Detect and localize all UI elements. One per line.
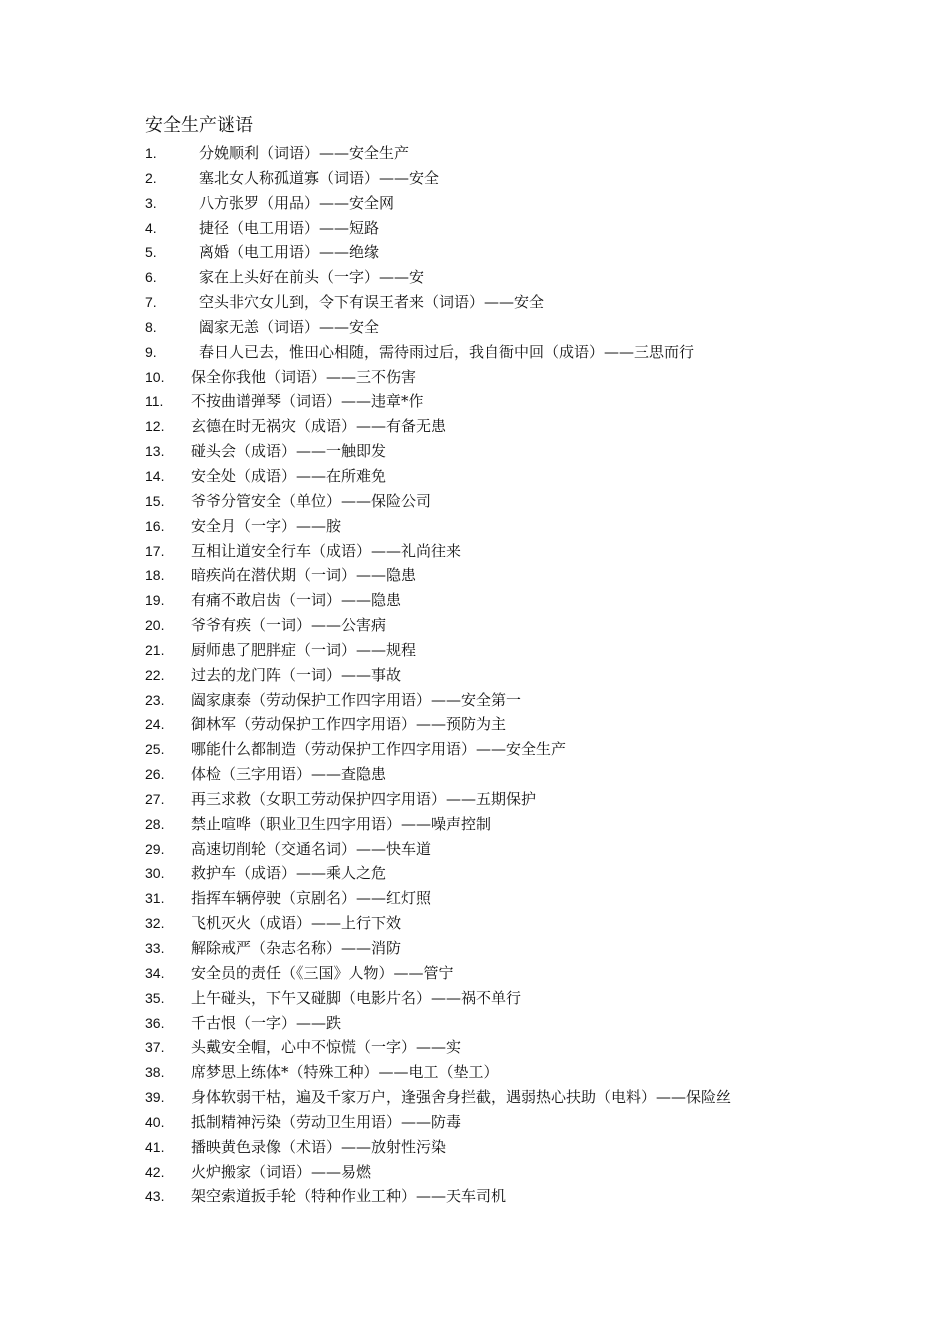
list-item xyxy=(0,389,950,414)
list-item-number: 39. xyxy=(145,1089,165,1106)
document-title: 安全生产谜语 xyxy=(145,115,253,136)
list-item xyxy=(0,986,950,1011)
list-item-text: 碰头会（成语）——一触即发 xyxy=(191,442,387,461)
list-item xyxy=(0,1160,950,1185)
list-item-number: 20. xyxy=(145,617,165,634)
list-item-number: 8. xyxy=(145,318,157,335)
list-item-number: 26. xyxy=(145,766,165,783)
list-item-text: 禁止喧哗（职业卫生四字用语）——噪声控制 xyxy=(191,814,492,833)
list-item-text: 过去的龙门阵（一词）——事故 xyxy=(191,665,402,684)
list-item-number: 10. xyxy=(145,368,165,385)
list-item-text: 阖家无恙（词语）——安全 xyxy=(199,317,380,336)
list-item-text: 身体软弱干枯，遍及千家万户，逢强舍身拦截，遇弱热心扶助（电料）——保险丝 xyxy=(191,1088,732,1107)
list-item xyxy=(0,1060,950,1085)
list-item-text: 安全处（成语）——在所难免 xyxy=(191,466,387,485)
list-item xyxy=(0,439,950,464)
list-item-text: 头戴安全帽，心中不惊慌（一字）——实 xyxy=(191,1038,462,1057)
list-item-number: 1. xyxy=(145,145,157,161)
list-item-number: 3. xyxy=(145,194,157,211)
list-item-number: 2. xyxy=(145,169,157,186)
list-item-text: 阖家康泰（劳动保护工作四字用语）——安全第一 xyxy=(191,690,522,709)
list-item-number: 42. xyxy=(145,1163,165,1180)
list-item xyxy=(0,216,950,241)
list-item-number: 4. xyxy=(145,219,157,236)
list-item-text: 再三求救（女职工劳动保护四字用语）——五期保护 xyxy=(191,789,537,808)
list-item-text: 架空索道扳手轮（特种作业工种）——天车司机 xyxy=(191,1187,507,1206)
list-item-text: 离婚（电工用语）——绝缘 xyxy=(199,243,380,262)
list-item-number: 27. xyxy=(145,790,165,807)
list-item-number: 32. xyxy=(145,915,165,932)
list-item-number: 40. xyxy=(145,1113,165,1130)
list-item-number: 9. xyxy=(145,343,157,360)
list-item-text: 抵制精神污染（劳动卫生用语）——防毒 xyxy=(191,1112,462,1131)
list-item-number: 25. xyxy=(145,741,165,758)
list-item xyxy=(0,1135,950,1160)
list-item xyxy=(0,737,950,762)
list-item-number: 34. xyxy=(145,964,165,981)
list-item xyxy=(0,861,950,886)
list-item xyxy=(0,588,950,613)
list-item-text: 哪能什么都制造（劳动保护工作四字用语）——安全生产 xyxy=(191,740,567,759)
list-item xyxy=(0,1085,950,1110)
list-item xyxy=(0,1035,950,1060)
list-item-number: 18. xyxy=(145,567,165,584)
list-item-text: 爷爷分管安全（单位）——保险公司 xyxy=(191,491,432,510)
list-item-number: 7. xyxy=(145,294,157,311)
list-item xyxy=(0,1011,950,1036)
list-item-text: 御林军（劳动保护工作四字用语）——预防为主 xyxy=(191,715,507,734)
list-item xyxy=(0,240,950,265)
list-item-number: 31. xyxy=(145,890,165,907)
list-item-text: 有痛不敢启齿（一词）——隐患 xyxy=(191,591,402,610)
list-item xyxy=(0,315,950,340)
list-item xyxy=(0,365,950,390)
list-item-number: 13. xyxy=(145,443,165,460)
list-item xyxy=(0,613,950,638)
list-item xyxy=(0,191,950,216)
list-item-number: 15. xyxy=(145,492,165,509)
list-item-text: 解除戒严（杂志名称）——消防 xyxy=(191,939,402,957)
list-item-number: 37. xyxy=(145,1039,165,1056)
list-item-text: 火炉搬家（词语）——易燃 xyxy=(191,1162,372,1181)
list-item-text: 厨师患了肥胖症（一词）——规程 xyxy=(191,640,417,659)
list-item xyxy=(0,265,950,290)
list-item-number: 33. xyxy=(145,940,165,956)
list-item-text: 安全月（一字）——胺 xyxy=(191,516,342,535)
riddle-list xyxy=(0,141,950,1209)
list-item xyxy=(0,1110,950,1135)
list-item-number: 17. xyxy=(145,542,165,559)
list-item-number: 22. xyxy=(145,666,165,683)
list-item-text: 家在上头好在前头（一字）——安 xyxy=(199,268,425,287)
list-item-text: 播映黄色录像（术语）——放射性污染 xyxy=(191,1137,447,1156)
list-item-text: 指挥车辆停驶（京剧名）——红灯照 xyxy=(191,889,432,908)
list-item xyxy=(0,663,950,688)
list-item-text: 爷爷有疾（一词）——公害病 xyxy=(191,616,387,635)
list-item xyxy=(0,489,950,514)
list-item-text: 不按曲谱弹琴（词语）——违章*作 xyxy=(191,392,424,411)
list-item-text: 春日人已去，惟田心相随，需待雨过后，我自衙中回（成语）——三思而行 xyxy=(199,342,695,361)
list-item-number: 6. xyxy=(145,269,157,286)
list-item-number: 38. xyxy=(145,1064,165,1081)
list-item xyxy=(0,563,950,588)
list-item-text: 高速切削轮（交通名词）——快车道 xyxy=(191,839,432,858)
list-item-number: 36. xyxy=(145,1014,165,1031)
list-item xyxy=(0,539,950,564)
list-item xyxy=(0,886,950,911)
list-item-text: 席梦思上练体*（特殊工种）——电工（垫工） xyxy=(191,1063,499,1082)
list-item xyxy=(0,712,950,737)
list-item-text: 塞北女人称孤道寡（词语）——安全 xyxy=(199,168,440,187)
list-item xyxy=(0,514,950,539)
list-item-number: 5. xyxy=(145,244,157,261)
list-item-text: 暗疾尚在潜伏期（一词）——隐患 xyxy=(191,566,417,585)
list-item-text: 救护车（成语）——乘人之危 xyxy=(191,864,387,883)
list-item xyxy=(0,812,950,837)
list-item-number: 21. xyxy=(145,641,165,658)
list-item-text: 保全你我他（词语）——三不伤害 xyxy=(191,367,417,386)
list-item-number: 43. xyxy=(145,1188,165,1205)
list-item xyxy=(0,688,950,713)
list-item-number: 23. xyxy=(145,691,165,708)
list-item xyxy=(0,141,950,166)
list-item xyxy=(0,787,950,812)
list-item-text: 飞机灭火（成语）——上行下效 xyxy=(191,914,402,933)
list-item-text: 捷径（电工用语）——短路 xyxy=(199,218,380,237)
list-item-number: 29. xyxy=(145,840,165,857)
list-item xyxy=(0,290,950,315)
list-item-number: 41. xyxy=(145,1138,165,1155)
list-item-text: 八方张罗（用品）——安全网 xyxy=(199,193,395,212)
list-item xyxy=(0,1184,950,1209)
list-item xyxy=(0,638,950,663)
list-item-text: 互相让道安全行车（成语）——礼尚往来 xyxy=(191,541,462,560)
list-item xyxy=(0,936,950,961)
list-item-text: 空头非穴女儿到，令下有误王者来（词语）——安全 xyxy=(199,293,545,312)
list-item xyxy=(0,961,950,986)
list-item-number: 14. xyxy=(145,467,165,484)
list-item-number: 28. xyxy=(145,815,165,832)
list-item-text: 分娩顺利（词语）——安全生产 xyxy=(199,144,410,162)
list-item xyxy=(0,464,950,489)
list-item-text: 体检（三字用语）——查隐患 xyxy=(191,765,387,784)
list-item-text: 千古恨（一字）——跌 xyxy=(191,1013,342,1032)
list-item xyxy=(0,340,950,365)
list-item xyxy=(0,166,950,191)
list-item xyxy=(0,414,950,439)
list-item-text: 上午碰头，下午又碰脚（电影片名）——祸不单行 xyxy=(191,988,522,1007)
list-item xyxy=(0,911,950,936)
list-item-number: 30. xyxy=(145,865,165,882)
list-item-number: 12. xyxy=(145,418,165,435)
list-item xyxy=(0,762,950,787)
list-item-number: 16. xyxy=(145,517,165,534)
list-item-text: 安全员的责任（《三国》人物）——管宁 xyxy=(191,963,454,982)
list-item-number: 19. xyxy=(145,592,165,609)
list-item-number: 11. xyxy=(145,393,164,410)
list-item xyxy=(0,837,950,862)
list-item-text: 玄德在时无祸灾（成语）——有备无患 xyxy=(191,417,447,436)
list-item-number: 24. xyxy=(145,716,165,733)
list-item-number: 35. xyxy=(145,989,165,1006)
